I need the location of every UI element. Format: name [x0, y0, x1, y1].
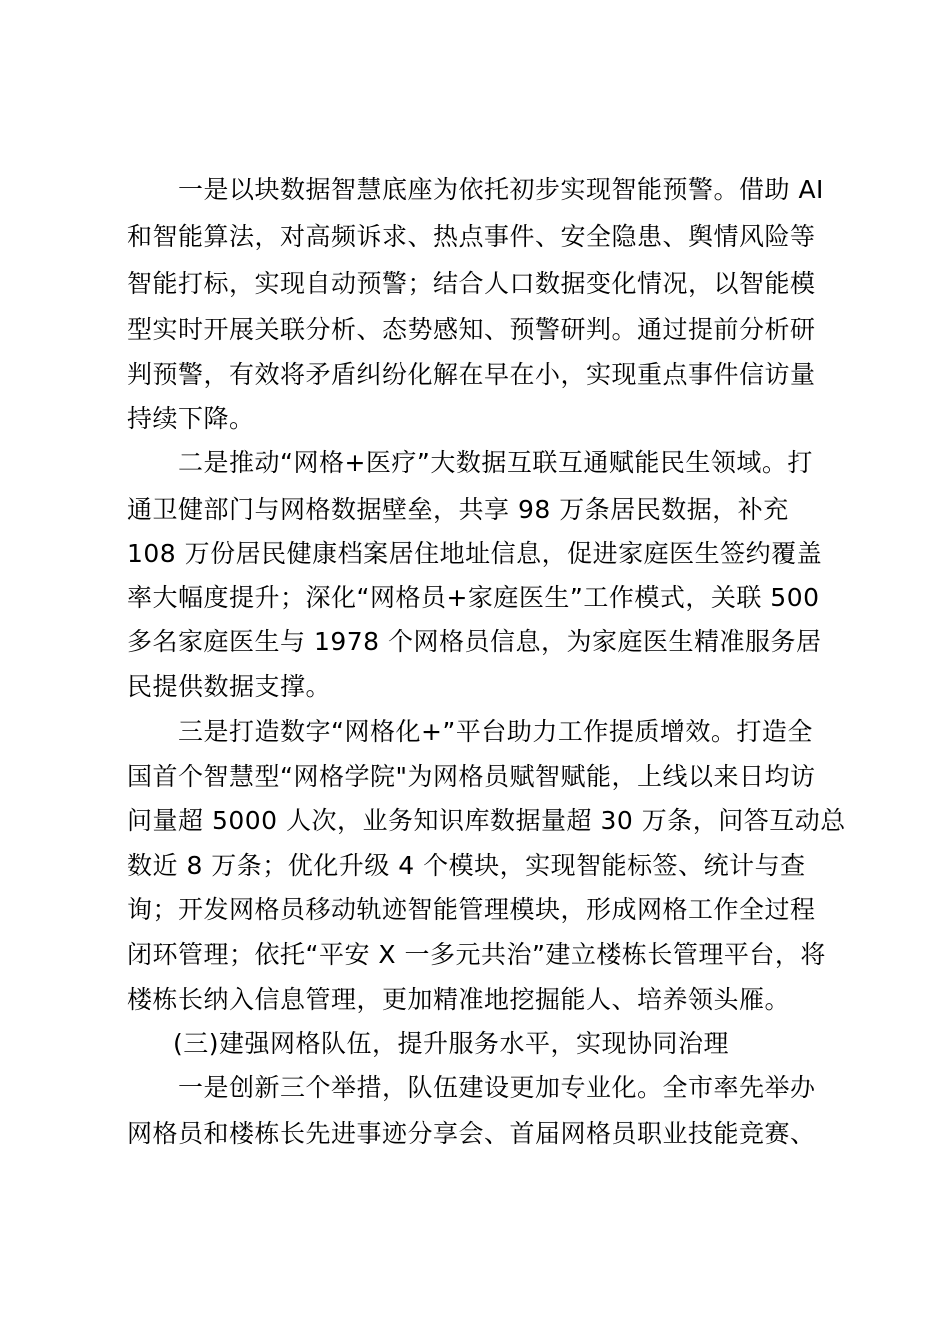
paragraph-2-line-6: 民提供数据支撑。 — [127, 672, 332, 701]
paragraph-2-line-2: 通卫健部门与网格数据壁垒，共享 98 万条居民数据，补充 — [127, 495, 789, 524]
paragraph-2-line-3: 108 万份居民健康档案居住地址信息，促进家庭医生签约覆盖 — [127, 539, 823, 568]
paragraph-3-line-5: 询；开发网格员移动轨迹智能管理模块，形成网格工作全过程 — [127, 895, 816, 924]
paragraph-1-line-4: 型实时开展关联分析、态势感知、预警研判。通过提前分析研 — [127, 315, 816, 344]
paragraph-3-line-6: 闭环管理；依托“平安 X 一多元共治”建立楼栋长管理平台，将 — [127, 940, 826, 969]
paragraph-2-line-5: 多名家庭医生与 1978 个网格员信息，为家庭医生精准服务居 — [127, 627, 822, 656]
paragraph-3-line-2: 国首个智慧型“网格学院"为网格员赋智赋能，上线以来日均访 — [127, 762, 816, 791]
paragraph-3-line-1: 三是打造数字“网格化+”平台助力工作提质增效。打造全 — [178, 717, 813, 746]
paragraph-2-line-4: 率大幅度提升；深化“网格员+家庭医生”工作模式，关联 500 — [127, 583, 820, 612]
paragraph-1-line-3: 智能打标，实现自动预警；结合人口数据变化情况，以智能模 — [127, 269, 816, 298]
paragraph-3-line-7: 楼栋长纳入信息管理，更加精准地挖掘能人、培养领头雁。 — [127, 985, 791, 1014]
paragraph-2-line-1: 二是推动“网格+医疗”大数据互联互通赋能民生领域。打 — [178, 448, 813, 477]
paragraph-1-line-6: 持续下降。 — [127, 404, 255, 433]
paragraph-1-line-5: 判预警，有效将矛盾纠纷化解在早在小，实现重点事件信访量 — [127, 360, 816, 389]
paragraph-3-line-3: 问量超 5000 人次，业务知识库数据量超 30 万条，问答互动总 — [127, 806, 846, 835]
paragraph-4-line-1: 一是创新三个举措，队伍建设更加专业化。全市率先举办 — [178, 1073, 816, 1102]
paragraph-1-line-1: 一是以块数据智慧底座为依托初步实现智能预警。借助 AI — [178, 175, 824, 204]
section-heading: (三)建强网格队伍，提升服务水平，实现协同治理 — [173, 1029, 730, 1058]
paragraph-4-line-2: 网格员和楼栋长先进事迹分享会、首届网格员职业技能竞赛、 — [127, 1119, 816, 1148]
paragraph-1-line-2: 和智能算法，对高频诉求、热点事件、安全隐患、舆情风险等 — [127, 222, 816, 251]
paragraph-3-line-4: 数近 8 万条；优化升级 4 个模块，实现智能标签、统计与查 — [127, 851, 806, 880]
